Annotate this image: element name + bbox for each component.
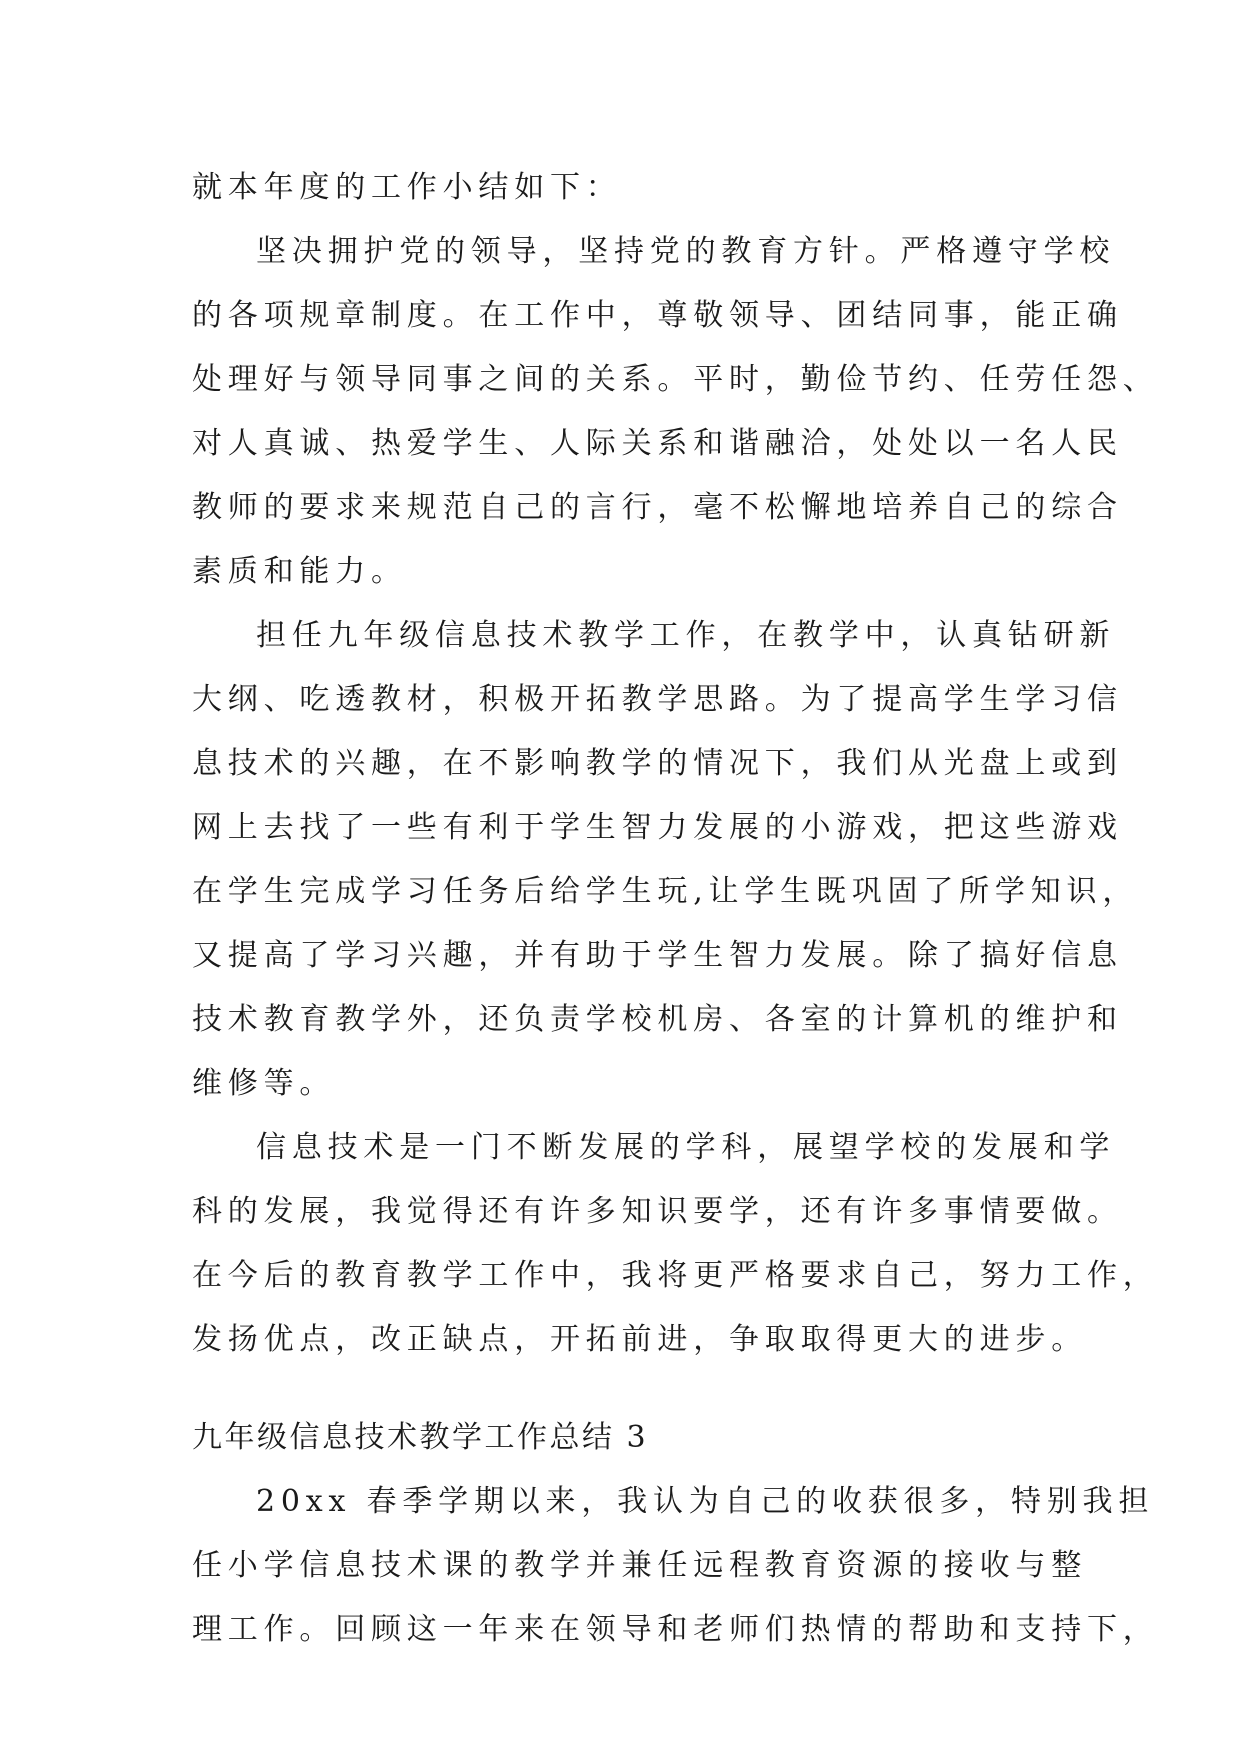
paragraph-line: 又提高了学习兴趣，并有助于学生智力发展。除了搞好信息 bbox=[192, 938, 1123, 973]
section-heading: 九年级信息技术教学工作总结 3 bbox=[192, 1420, 649, 1455]
paragraph-line: 息技术的兴趣，在不影响教学的情况下，我们从光盘上或到 bbox=[192, 746, 1123, 781]
paragraph-line: 大纲、吃透教材，积极开拓教学思路。为了提高学生学习信 bbox=[192, 682, 1123, 717]
paragraph-line: 处理好与领导同事之间的关系。平时，勤俭节约、任劳任怨、 bbox=[192, 362, 1159, 397]
paragraph-line: 在学生完成学习任务后给学生玩,让学生既巩固了所学知识， bbox=[192, 874, 1139, 909]
paragraph-line: 技术教育教学外，还负责学校机房、各室的计算机的维护和 bbox=[192, 1002, 1123, 1037]
paragraph-line: 发扬优点，改正缺点，开拓前进，争取取得更大的进步。 bbox=[192, 1322, 1087, 1357]
paragraph-line: 科的发展，我觉得还有许多知识要学，还有许多事情要做。 bbox=[192, 1194, 1123, 1229]
paragraph-line: 网上去找了一些有利于学生智力发展的小游戏，把这些游戏 bbox=[192, 810, 1123, 845]
paragraph-line: 担任九年级信息技术教学工作，在教学中，认真钻研新 bbox=[256, 618, 1116, 653]
paragraph-line: 对人真诚、热爱学生、人际关系和谐融洽，处处以一名人民 bbox=[192, 426, 1123, 461]
paragraph-line: 坚决拥护党的领导，坚持党的教育方针。严格遵守学校 bbox=[256, 234, 1116, 269]
paragraph-line: 20xx 春季学期以来，我认为自己的收获很多，特别我担 bbox=[256, 1484, 1155, 1519]
paragraph-line: 任小学信息技术课的教学并兼任远程教育资源的接收与整 bbox=[192, 1548, 1087, 1583]
paragraph-line: 教师的要求来规范自己的言行，毫不松懈地培养自己的综合 bbox=[192, 490, 1123, 525]
paragraph-line: 在今后的教育教学工作中，我将更严格要求自己，努力工作， bbox=[192, 1258, 1159, 1293]
paragraph-line: 信息技术是一门不断发展的学科，展望学校的发展和学 bbox=[256, 1130, 1116, 1165]
paragraph-line: 就本年度的工作小结如下： bbox=[192, 170, 622, 205]
paragraph-line: 维修等。 bbox=[192, 1066, 336, 1101]
paragraph-line: 的各项规章制度。在工作中，尊敬领导、团结同事，能正确 bbox=[192, 298, 1123, 333]
paragraph-line: 理工作。回顾这一年来在领导和老师们热情的帮助和支持下， bbox=[192, 1612, 1159, 1647]
paragraph-line: 素质和能力。 bbox=[192, 554, 407, 589]
